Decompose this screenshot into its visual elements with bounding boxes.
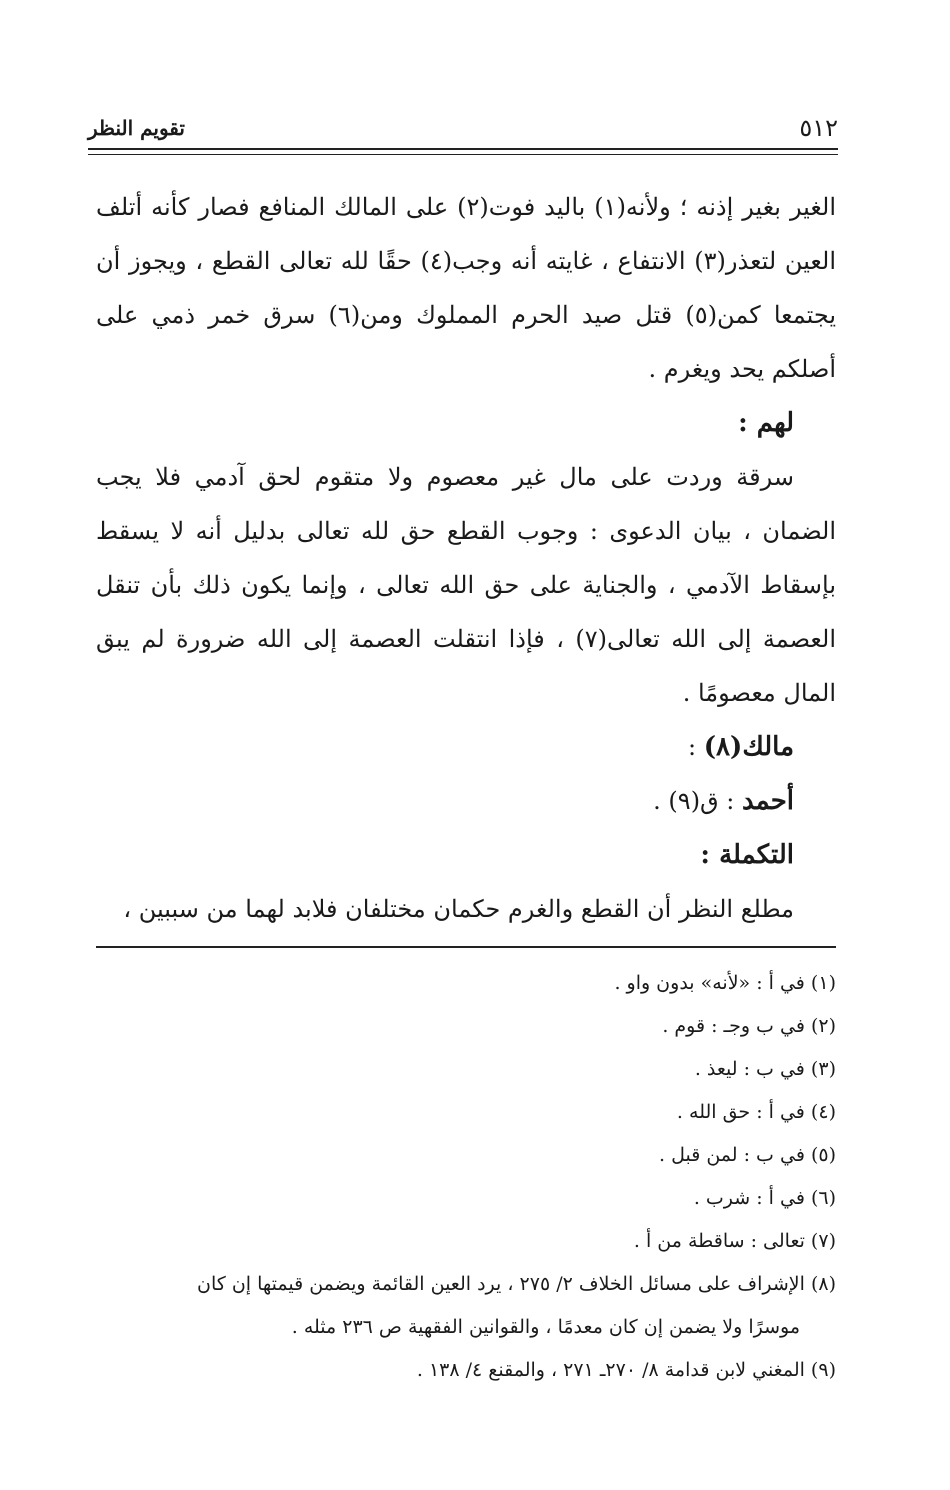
- footnote-3: (٣) في ب : ليعذ .: [694, 1058, 836, 1080]
- header-rule-thin: [88, 154, 838, 155]
- paragraph-3: مطلع النظر أن القطع والغرم حكمان مختلفان فلابد لهما من سببين ،: [123, 895, 794, 923]
- footnote-8-continuation: موسرًا ولا يضمن إن كان معدمًا ، والقوانين الفقهية ص ٢٣٦ مثله .: [291, 1316, 800, 1338]
- header-rule-thick: [88, 148, 838, 150]
- footnote-8: (٨) الإشراف على مسائل الخلاف ٢/ ٢٧٥ ، يرد العين القائمة ويضمن قيمتها إن كان: [197, 1273, 836, 1295]
- footnote-7: (٧) تعالى : ساقطة من أ .: [633, 1230, 836, 1252]
- footnote-2: (٢) في ب وجـ : قوم .: [662, 1015, 836, 1037]
- malik-rest: :: [688, 733, 704, 761]
- ahmad-rest: : ق(٩) .: [653, 787, 743, 815]
- page-number: ٥١٢: [799, 114, 838, 142]
- heading-lahum: لهم :: [738, 408, 794, 438]
- heading-takmila: التكملة :: [700, 840, 794, 870]
- ahmad-label: أحمد: [742, 786, 794, 816]
- footnote-4: (٤) في أ : حق الله .: [676, 1101, 836, 1123]
- ahmad-line: [96, 774, 794, 828]
- paragraph-2: سرقة وردت على مال غير معصوم ولا متقوم لحق آدمي فلا يجب الضمان ، بيان الدعوى : وجوب القطع حق لله تعالى بدليل أنه لا يسقط بإسقاط الآدمي ، والجناية على حق الله تعالى ، وإنما يكون ذلك بأن تنقل العصمة إلى الله تعالى(٧) ، فإذا انتقلت العصمة إلى الله ضرورة لم يبق المال معصومًا .: [96, 463, 836, 707]
- footnote-6: (٦) في أ : شرب .: [693, 1187, 836, 1209]
- footnote-9: (٩) المغني لابن قدامة ٨/ ٢٧٠ـ ٢٧١ ، والمقنع ٤/ ١٣٨ .: [416, 1359, 836, 1381]
- paragraph-1: الغير بغير إذنه ؛ ولأنه(١) باليد فوت(٢) على المالك المنافع فصار كأنه أتلف العين لتعذر(٣) الانتفاع ، غايته أنه وجب(٤) حقًا لله تعالى القطع ، ويجوز أن يجتمعا كمن(٥) قتل صيد الحرم المملوك ومن(٦) سرق خمر ذمي على أصلكم يحد ويغرم .: [96, 193, 837, 383]
- main-text: [96, 180, 836, 936]
- footnote-5: (٥) في ب : لمن قبل .: [659, 1144, 836, 1166]
- malik-label: مالك(٨): [703, 732, 794, 762]
- malik-line: [96, 720, 794, 774]
- footnote-rule: [96, 946, 836, 948]
- footnote-1: (١) في أ : «لأنه» بدون واو .: [614, 972, 836, 994]
- running-title: تقويم النظر: [88, 116, 185, 140]
- page-header: [88, 112, 838, 146]
- footnotes: [96, 962, 836, 1392]
